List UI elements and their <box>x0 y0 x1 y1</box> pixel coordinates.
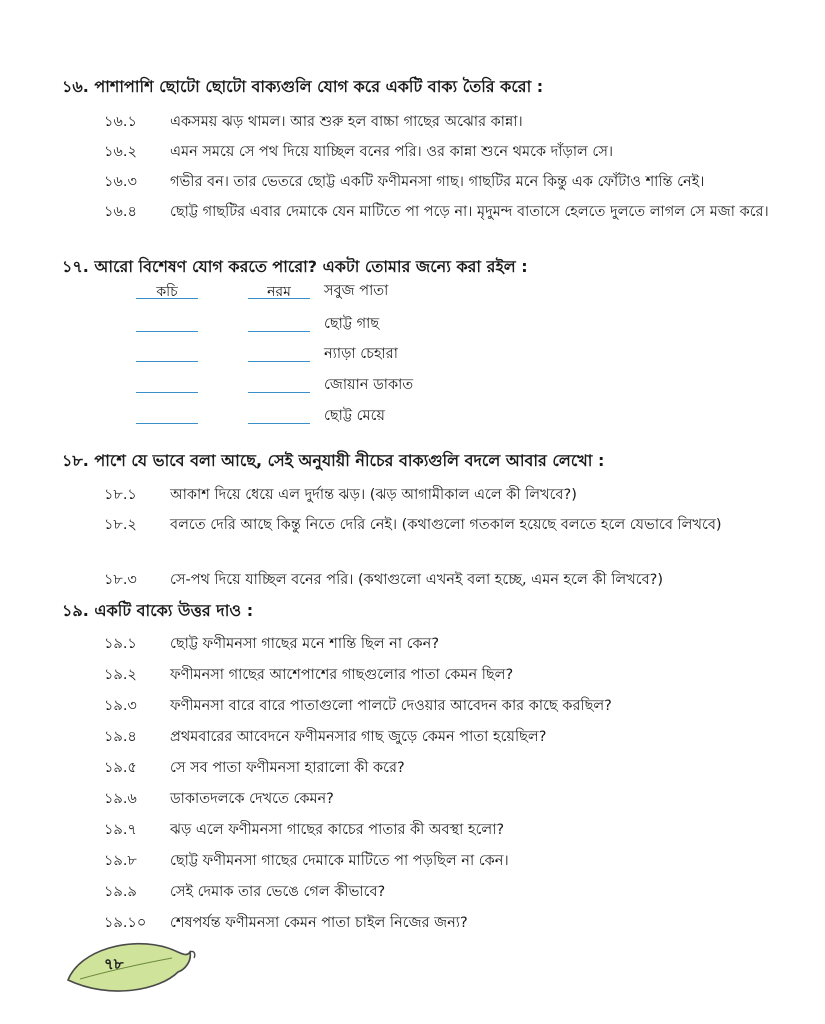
item-number: ১৬.৩ <box>104 174 137 190</box>
item-text: ঝড় এলে ফণীমনসা গাছের কাচের পাতার কী অবস্থা হলো? <box>170 822 505 838</box>
item-text: ছোট্ট ফণীমনসা গাছের মনে শান্তি ছিল না কেন? <box>170 636 440 652</box>
q19-title: ১৯. একটি বাক্যে উত্তর দাও : <box>62 601 254 620</box>
item-number: ১৯.৬ <box>104 791 137 807</box>
item-number: ১৮.২ <box>104 517 137 533</box>
example-adjective-2: নরম <box>267 284 291 300</box>
item-text: সেই দেমাক তার ভেঙে গেল কীভাবে? <box>170 884 386 900</box>
q17-title: ১৭. আরো বিশেষণ যোগ করতে পারো? একটা তোমার জন্যে করা রইল : <box>62 257 528 276</box>
item-number: ১৯.৪ <box>104 729 137 745</box>
item-text: ডাকাতদলকে দেখতে কেমন? <box>170 791 334 807</box>
item-number: ১৬.২ <box>104 144 137 160</box>
blank-line-1[interactable] <box>136 361 198 362</box>
item-number: ১৯.১০ <box>104 915 147 931</box>
item-number: ১৯.৮ <box>104 853 137 869</box>
noun-phrase: ন্যাড়া চেহারা <box>324 346 398 362</box>
item-text: একসময় ঝড় থামল। আর শুরু হল বাচ্চা গাছের অঝোর কান্না। <box>170 114 523 130</box>
item-number: ১৯.৯ <box>104 884 137 900</box>
item-number: ১৮.৩ <box>104 572 137 588</box>
item-number: ১৬.১ <box>104 114 137 130</box>
blank-line-2[interactable] <box>248 331 310 332</box>
item-number: ১৯.২ <box>104 667 137 683</box>
item-text: ছোট্ট ফণীমনসা গাছের দেমাকে মাটিতে পা পড়ছিল না কেন। <box>170 853 509 869</box>
item-number: ১৮.১ <box>104 487 137 503</box>
item-text: গভীর বন। তার ভেতরে ছোট্ট একটি ফণীমনসা গাছ। গাছটির মনে কিন্তু এক ফোঁটাও শান্তি নেই। <box>170 174 705 190</box>
q16-title: ১৬. পাশাপাশি ছোটো ছোটো বাক্যগুলি যোগ করে একটি বাক্য তৈরি করো : <box>62 77 544 96</box>
item-number: ১৯.৫ <box>104 760 137 776</box>
q18-title: ১৮. পাশে যে ভাবে বলা আছে, সেই অনুযায়ী নীচের বাক্যগুলি বদলে আবার লেখো : <box>62 451 605 470</box>
item-text: ফণীমনসা বারে বারে পাতাগুলো পালটে দেওয়ার আবেদন কার কাছে করছিল? <box>170 698 612 714</box>
item-text: ছোট্ট গাছটির এবার দেমাকে যেন মাটিতে পা পড়ে না। মৃদুমন্দ বাতাসে হেলতে দুলতে লাগল সে মজা করে। <box>170 204 769 220</box>
noun-phrase: জোয়ান ডাকাত <box>324 377 414 393</box>
item-text: আকাশ দিয়ে ধেয়ে এল দুর্দান্ত ঝড়। (ঝড় আগামীকাল এলে কী লিখবে?) <box>170 487 577 503</box>
noun-phrase: ছোট্ট মেয়ে <box>324 408 385 424</box>
page-number: ৭৮ <box>104 955 124 973</box>
leaf-icon <box>60 932 200 1002</box>
blank-line-2[interactable] <box>248 392 310 393</box>
item-number: ১৯.৭ <box>104 822 137 838</box>
blank-line-2[interactable] <box>248 298 310 299</box>
item-number: ১৬.৪ <box>104 204 137 220</box>
item-number: ১৯.১ <box>104 636 137 652</box>
blank-line-1[interactable] <box>136 423 198 424</box>
item-number: ১৯.৩ <box>104 698 137 714</box>
item-text: এমন সময়ে সে পথ দিয়ে যাচ্ছিল বনের পরি। ওর কান্না শুনে থমকে দাঁড়াল সে। <box>170 144 614 160</box>
item-text: সে সব পাতা ফণীমনসা হারালো কী করে? <box>170 760 405 776</box>
noun-phrase: ছোট্ট গাছ <box>324 316 380 332</box>
item-text: ফণীমনসা গাছের আশেপাশের গাছগুলোর পাতা কেমন ছিল? <box>170 667 514 683</box>
item-text: শেষপর্যন্ত ফণীমনসা কেমন পাতা চাইল নিজের জন্য? <box>170 915 468 931</box>
blank-line-1[interactable] <box>136 392 198 393</box>
item-text: প্রথমবারের আবেদনে ফণীমনসার গাছ জুড়ে কেমন পাতা হয়েছিল? <box>170 729 547 745</box>
noun-phrase: সবুজ পাতা <box>324 283 389 299</box>
blank-line-1[interactable] <box>136 331 198 332</box>
item-text: সে-পথ দিয়ে যাচ্ছিল বনের পরি। (কথাগুলো এখনই বলা হচ্ছে, এমন হলে কী লিখবে?) <box>170 572 663 588</box>
blank-line-2[interactable] <box>248 423 310 424</box>
blank-line-1[interactable] <box>136 298 198 299</box>
example-adjective-1: কচি <box>156 284 178 300</box>
blank-line-2[interactable] <box>248 361 310 362</box>
item-text: বলতে দেরি আছে কিন্তু নিতে দেরি নেই। (কথাগুলো গতকাল হয়েছে বলতে হলে যেভাবে লিখবে) <box>170 517 722 533</box>
